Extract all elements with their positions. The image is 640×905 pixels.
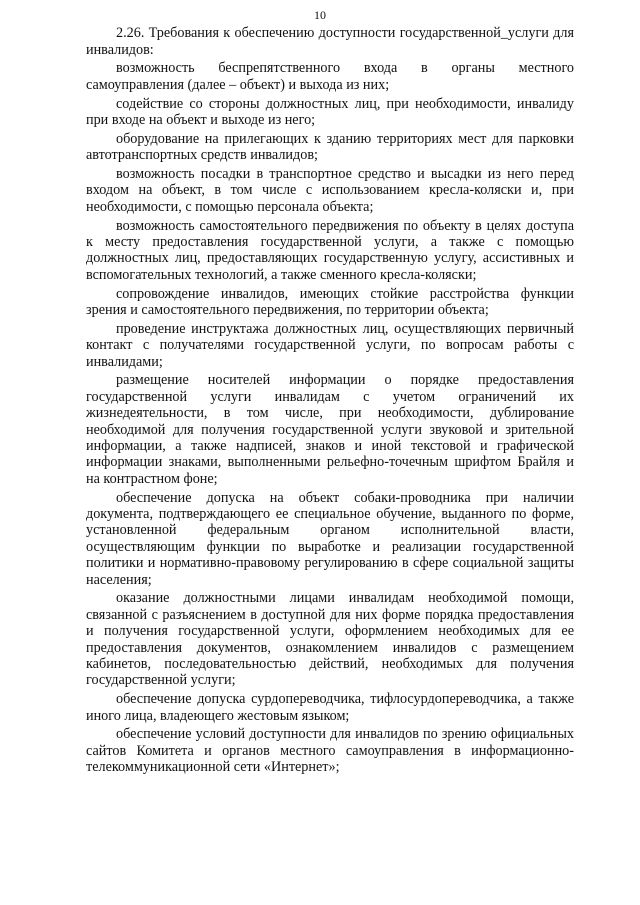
paragraph: возможность самостоятельного передвижения по объекту в целях доступа к месту предоставления государственной услуги, а также с помощью должностных лиц, предоставляющих государственную услугу, ассистивных и вспомогательных технологий, а также сменного кресла-коляски; (86, 217, 574, 283)
document-body (86, 24, 574, 777)
paragraph: возможность беспрепятственного входа в органы местного самоуправления (далее – объект) и выхода из них; (86, 60, 574, 93)
paragraph: оборудование на прилегающих к зданию территориях мест для парковки автотранспортных средств инвалидов; (86, 130, 574, 164)
paragraph: размещение носителей информации о порядке предоставления государственной услуги инвалидам с учетом ограничений их жизнедеятельности, в том числе, при необходимости, дублирование необходимой для получения государственной услуги звуковой и зрительной информации, а также надписей, знаков и иной текстовой и графической информации знаками, выполненными рельефно-точечным шрифтом Брайля и на контрастном фоне; (86, 372, 574, 487)
paragraph: возможность посадки в транспортное средство и высадки из него перед входом на объект, в том числе с использованием кресла-коляски и, при необходимости, с помощью персонала объекта; (86, 165, 574, 215)
paragraph: содействие со стороны должностных лиц, при необходимости, инвалиду при входе на объект и выходе из него; (86, 95, 574, 128)
paragraph: проведение инструктажа должностных лиц, осуществляющих первичный контакт с получателями государственной услуги, по вопросам работы с инвалидами; (86, 320, 574, 370)
paragraph: сопровождение инвалидов, имеющих стойкие расстройства функции зрения и самостоятельного передвижения, по территории объекта; (86, 285, 574, 318)
paragraph: оказание должностными лицами инвалидам необходимой помощи, связанной с разъяснением в доступной для них форме порядка предоставления и получения государственной услуги, оформлением необходимых для ее предоставления документов, ознакомлением инвалидов с размещением кабинетов, последовательностью действий, необходимых для получения государственной услуги; (86, 590, 574, 689)
page-number: 10 (314, 8, 326, 22)
section-heading: 2.26. Требования к обеспечению доступности государственной_услуги для инвалидов: (86, 25, 574, 58)
paragraph: обеспечение допуска на объект собаки-проводника при наличии документа, подтверждающего ее специальное обучение, выданного по форме, установленной федеральным органом исполнительной власти, осуществляющим функции по выработке и реализации государственной политики и нормативно-правовому регулированию в сфере социальной защиты населения; (86, 489, 574, 588)
paragraph: обеспечение условий доступности для инвалидов по зрению официальных сайтов Комитета и органов местного самоуправления в информационно-телекоммуникационной сети «Интернет»; (86, 726, 574, 776)
paragraph: обеспечение допуска сурдопереводчика, тифлосурдопереводчика, а также иного лица, владеющего жестовым языком; (86, 691, 574, 724)
